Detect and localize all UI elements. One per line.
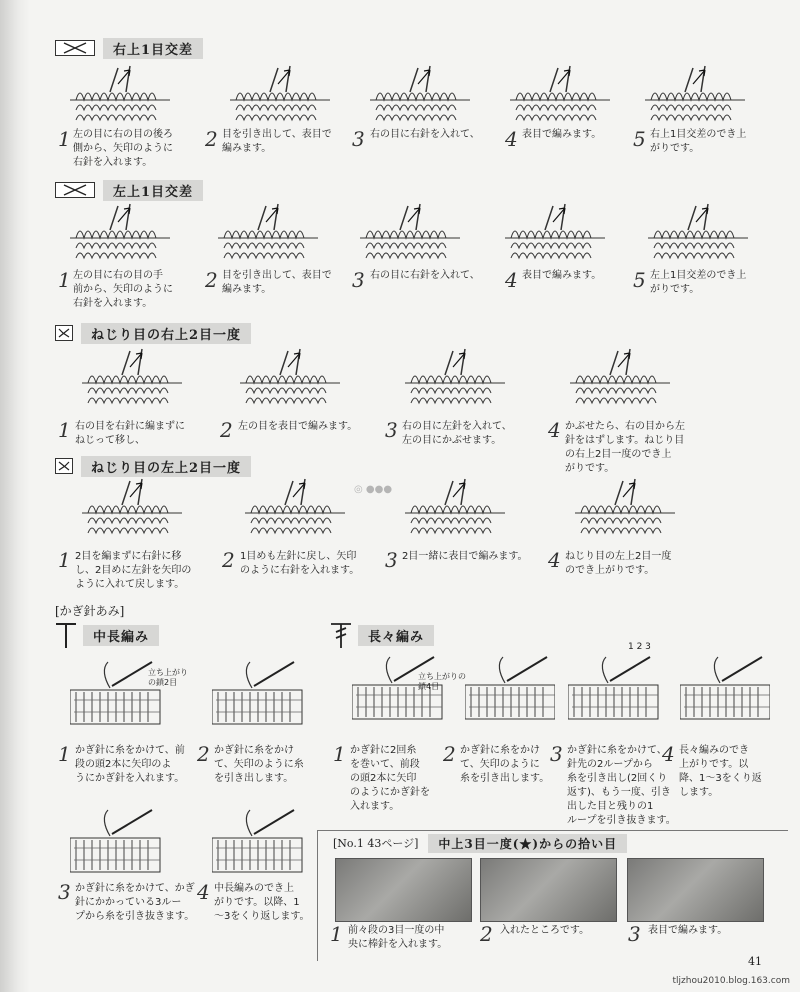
- section-header-s6: [330, 625, 434, 645]
- step-illustration: [648, 200, 748, 274]
- section-title: 左上1目交差: [103, 180, 203, 201]
- step-caption: 前々段の3目一度の中 央に棒針を入れます。: [348, 925, 448, 950]
- step-caption: 2目を編まずに右針に移 し、2目めに左針を矢印の ように入れて戻します。: [75, 551, 192, 590]
- step-photo: [335, 858, 472, 922]
- half-double-crochet-symbol-icon: [55, 622, 77, 648]
- loop-marks: 1 2 3: [628, 642, 651, 652]
- step-caption: 左の目に右の目の手 前から、矢印のように 右針を入れます。: [73, 270, 173, 309]
- step-number: 3: [352, 127, 365, 151]
- step-illustration: [82, 475, 182, 549]
- step-illustration: [230, 62, 330, 136]
- step-caption: かぎ針に糸をかけ て、矢印のように 糸を引き出します。: [460, 745, 550, 784]
- chain-note: 立ち上がりの 鎖4目: [418, 672, 466, 691]
- step-illustration: [510, 62, 610, 136]
- step-illustration: [405, 345, 505, 419]
- step-illustration: [680, 655, 770, 739]
- twist-decrease-left-icon: [55, 458, 73, 474]
- step-caption: かぎ針に糸をかけて、 針先の2ループから 糸を引き出し(2回くり 返す)、もう一度、引き 出した目と残りの1 ループを引き抜きます。: [567, 745, 676, 826]
- step-caption: かぎ針に糸をかけ て、矢印のように糸 を引き出します。: [214, 745, 304, 784]
- section-title: 右上1目交差: [103, 38, 203, 59]
- step-caption: 表目で編みます。: [522, 270, 602, 281]
- step-caption: 入れたところです。: [500, 925, 590, 936]
- step-illustration: [575, 475, 675, 549]
- step-number: 2: [480, 922, 493, 946]
- step-number: 1: [58, 418, 71, 442]
- step-caption: かぎ針に糸をかけて、かぎ 針にかかっている3ルー プから糸を引き抜きます。: [75, 883, 195, 922]
- step-caption: かぎ針に糸をかけて、前 段の頭2本に矢印のよ うにかぎ針を入れます。: [75, 745, 185, 784]
- step-number: 3: [550, 742, 563, 766]
- step-caption: 左上1目交差のでき上 がりです。: [650, 270, 747, 295]
- chain-note: 立ち上がり の鎖2目: [148, 668, 188, 687]
- step-caption: 右上1目交差のでき上 がりです。: [650, 129, 747, 154]
- step-number: 1: [333, 742, 346, 766]
- step-caption: 左の目に右の目の後ろ 側から、矢印のように 右針を入れます。: [73, 129, 173, 168]
- page-reference: [No.1 43ページ]: [333, 837, 419, 850]
- step-caption: 表目で編みます。: [648, 925, 728, 936]
- step-illustration: [245, 475, 345, 549]
- twist-decrease-right-icon: [55, 325, 73, 341]
- section-header-s5: [55, 625, 159, 645]
- section-header-s2: [55, 180, 203, 200]
- step-number: 1: [330, 922, 343, 946]
- step-number: 2: [220, 418, 233, 442]
- step-caption: 1目めも左針に戻し、矢印 のように右針を入れます。: [240, 551, 360, 576]
- step-illustration: [570, 345, 670, 419]
- step-caption: かぶせたら、右の目から左 針をはずします。ねじり目 の右上2目一度のでき上 がりです。: [565, 421, 685, 474]
- step-caption: 左の目を表目で編みます。: [238, 421, 358, 432]
- watermark-icon: ◎ ●●●: [354, 484, 393, 495]
- step-number: 3: [628, 922, 641, 946]
- step-illustration: [465, 655, 555, 739]
- step-illustration: [70, 808, 180, 890]
- step-number: 4: [505, 268, 518, 292]
- step-illustration: [218, 200, 318, 274]
- step-illustration: [405, 475, 505, 549]
- step-number: 2: [222, 548, 235, 572]
- step-caption: かぎ針に2回糸 を巻いて、前段 の頭2本に矢印 のようにかぎ針を 入れます。: [350, 745, 430, 812]
- step-illustration: [212, 808, 312, 890]
- crochet-section-label: [かぎ針あみ]: [55, 604, 125, 618]
- cross-symbol-icon: [55, 182, 95, 198]
- step-number: 4: [197, 880, 210, 904]
- section-title: ねじり目の左上2目一度: [81, 456, 251, 477]
- step-caption: 右の目に右針を入れて、: [370, 129, 480, 140]
- step-number: 2: [197, 742, 210, 766]
- step-illustration: [352, 655, 452, 739]
- step-number: 3: [58, 880, 71, 904]
- step-caption: ねじり目の左上2目一度 のでき上がりです。: [565, 551, 672, 576]
- step-illustration: [505, 200, 605, 274]
- step-number: 5: [633, 268, 646, 292]
- step-number: 3: [352, 268, 365, 292]
- step-caption: 目を引き出して、表目で 編みます。: [222, 129, 332, 154]
- step-illustration: [568, 655, 668, 739]
- section-title: 中上3目一度(★)からの拾い目: [428, 834, 627, 853]
- step-number: 3: [385, 418, 398, 442]
- step-number: 4: [548, 548, 561, 572]
- step-caption: 中長編みのでき上 がりです。以降、1 〜3をくり返します。: [214, 883, 310, 922]
- step-number: 1: [58, 268, 71, 292]
- step-illustration: [370, 62, 470, 136]
- step-photo: [627, 858, 764, 922]
- section-title: ねじり目の右上2目一度: [81, 323, 251, 344]
- section-header-s1: [55, 38, 203, 58]
- step-number: 2: [443, 742, 456, 766]
- step-number: 2: [205, 127, 218, 151]
- page-number: 41: [748, 955, 762, 968]
- source-url: tljzhou2010.blog.163.com: [672, 976, 790, 986]
- step-caption: 右の目を右針に編まずに ねじって移し、: [75, 421, 185, 446]
- step-illustration: [70, 200, 170, 274]
- step-illustration: [240, 345, 340, 419]
- section-header-s7: [333, 833, 627, 853]
- step-caption: 右の目に右針を入れて、: [370, 270, 480, 281]
- step-illustration: [360, 200, 460, 274]
- step-number: 2: [205, 268, 218, 292]
- step-caption: 長々編みのでき 上がりです。以 降、1〜3をくり返 します。: [679, 745, 762, 798]
- step-illustration: [212, 660, 312, 742]
- step-number: 4: [548, 418, 561, 442]
- step-number: 3: [385, 548, 398, 572]
- section-header-s3: [55, 323, 251, 343]
- step-caption: 表目で編みます。: [522, 129, 602, 140]
- step-illustration: [82, 345, 182, 419]
- section-title: 中長編み: [83, 625, 159, 646]
- step-number: 5: [633, 127, 646, 151]
- cross-symbol-icon: [55, 40, 95, 56]
- section-title: 長々編み: [358, 625, 434, 646]
- section-header-s4: [55, 456, 251, 476]
- step-caption: 目を引き出して、表目で 編みます。: [222, 270, 332, 295]
- step-number: 4: [505, 127, 518, 151]
- step-number: 1: [58, 127, 71, 151]
- step-illustration: [70, 62, 170, 136]
- book-gutter: [0, 0, 30, 992]
- step-number: 1: [58, 742, 71, 766]
- step-caption: 右の目に左針を入れて、 左の目にかぶせます。: [402, 421, 512, 446]
- double-treble-crochet-symbol-icon: [330, 622, 352, 648]
- step-number: 1: [58, 548, 71, 572]
- step-number: 4: [662, 742, 675, 766]
- step-illustration: [645, 62, 745, 136]
- step-caption: 2目一緒に表目で編みます。: [402, 551, 528, 562]
- step-photo: [480, 858, 617, 922]
